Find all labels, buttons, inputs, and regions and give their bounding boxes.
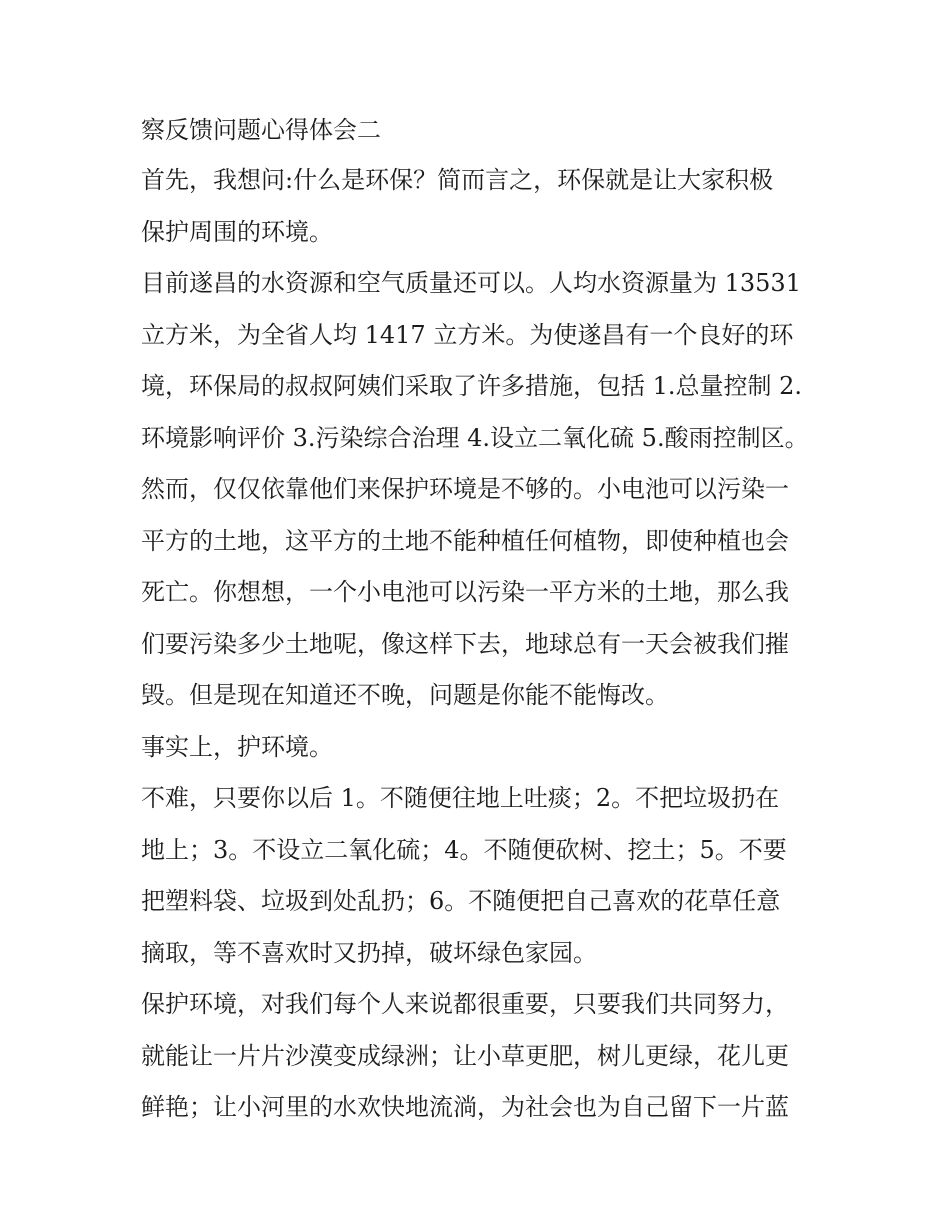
paragraph-line: 把塑料袋、垃圾到处乱扔；6。不随便把自己喜欢的花草任意 bbox=[141, 887, 781, 915]
paragraph-line: 就能让一片片沙漠变成绿洲；让小草更肥，树儿更绿，花儿更 bbox=[141, 1041, 789, 1070]
paragraph-in-fact bbox=[141, 722, 831, 774]
paragraph-line: 环境影响评价 3.污染综合治理 4.设立二氧化硫 5.酸雨控制区。 bbox=[141, 423, 809, 452]
paragraph-line: 死亡。你想想，一个小电池可以污染一平方米的土地，那么我 bbox=[141, 578, 789, 606]
paragraph-line: 不难，只要你以后 1。不随便往地上吐痰；2。不把垃圾扔在 bbox=[141, 784, 780, 812]
paragraph-line: 平方的土地，这平方的土地不能种植任何植物，即使种植也会 bbox=[141, 526, 789, 555]
paragraph-line: 事实上，护环境。 bbox=[141, 732, 333, 761]
paragraph-line: 地上；3。不设立二氧化硫；4。不随便砍树、挖土；5。不要 bbox=[141, 835, 787, 864]
paragraph-line: 保护周围的环境。 bbox=[141, 217, 333, 246]
paragraph-line: 毁。但是现在知道还不晚，问题是你能不能悔改。 bbox=[141, 681, 669, 709]
paragraph-rules-list bbox=[141, 773, 831, 979]
paragraph-line: 保护环境，对我们每个人来说都很重要，只要我们共同努力， bbox=[141, 990, 789, 1018]
paragraph-line: 立方米，为全省人均 1417 立方米。为使遂昌有一个良好的环 bbox=[141, 320, 794, 349]
paragraph-line: 境，环保局的叔叔阿姨们采取了许多措施，包括 1.总量控制 2. bbox=[141, 372, 803, 400]
document-body bbox=[141, 105, 831, 1134]
paragraph-line: 目前遂昌的水资源和空气质量还可以。人均水资源量为 13531 bbox=[141, 269, 801, 297]
paragraph-conclusion bbox=[141, 979, 831, 1134]
paragraph-line: 首先，我想问:什么是环保？简而言之，环保就是让大家积极 bbox=[141, 166, 774, 194]
paragraph-line: 鲜艳；让小河里的水欢快地流淌，为社会也为自己留下一片蓝 bbox=[141, 1093, 789, 1121]
paragraph-current-situation bbox=[141, 258, 831, 722]
paragraph-line: 然而，仅仅依靠他们来保护环境是不够的。小电池可以污染一 bbox=[141, 475, 789, 503]
paragraph-line: 们要污染多少土地呢，像这样下去，地球总有一天会被我们摧 bbox=[141, 629, 789, 658]
document-title: 察反馈问题心得体会二 bbox=[141, 116, 381, 144]
paragraph-line: 摘取，等不喜欢时又扔掉，破坏绿色家园。 bbox=[141, 938, 597, 967]
paragraph-intro bbox=[141, 155, 831, 258]
